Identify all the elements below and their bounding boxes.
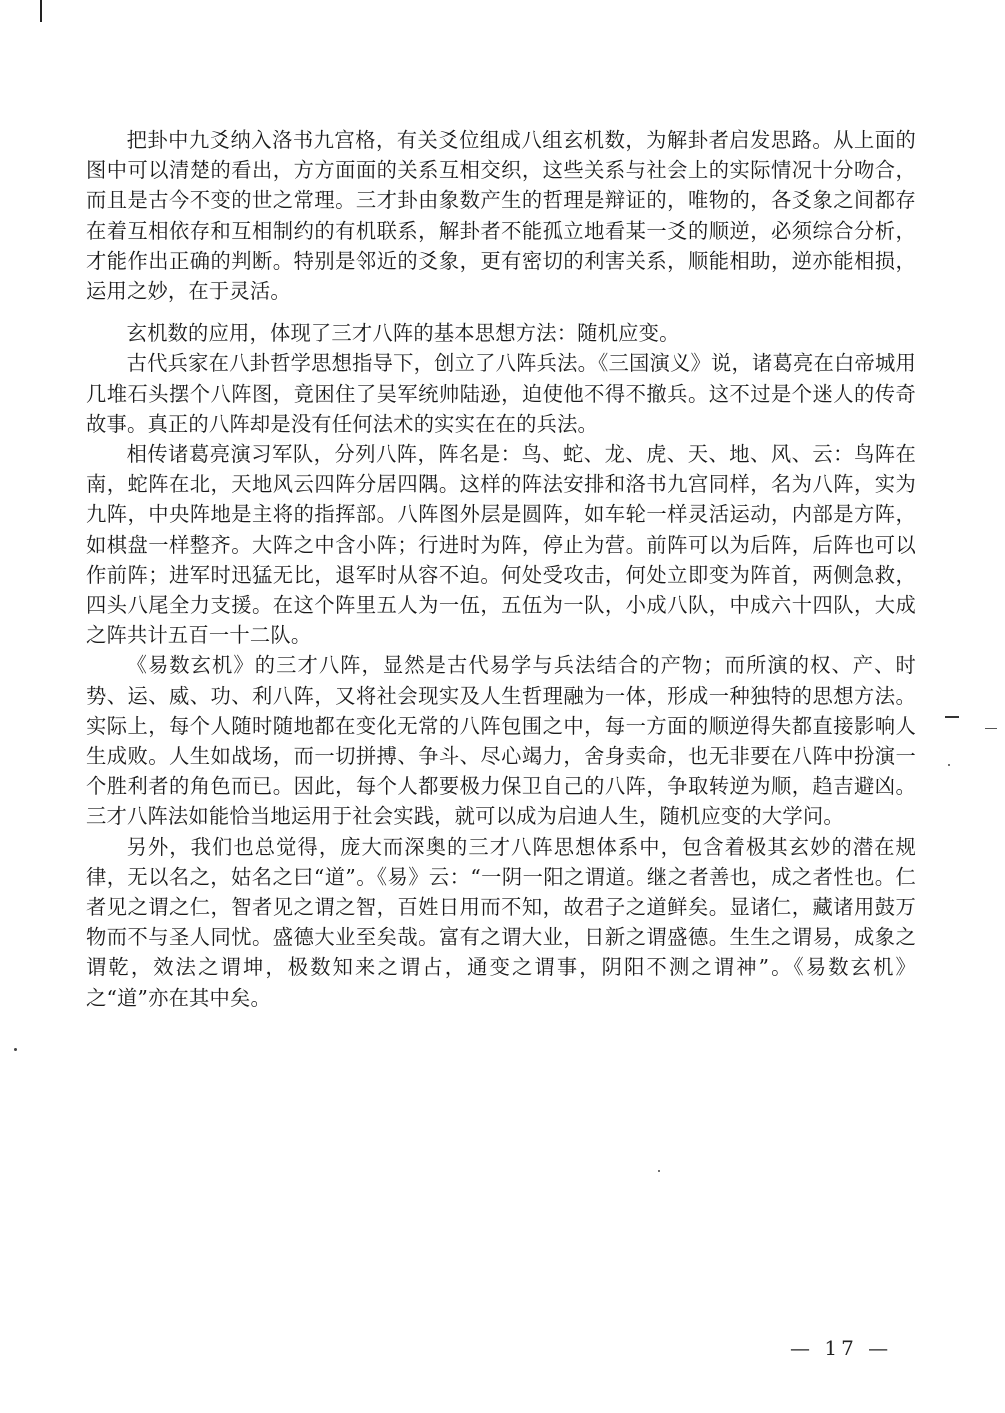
scan-edge-mark-right-2 bbox=[985, 728, 997, 729]
scan-speck bbox=[14, 1048, 17, 1051]
paragraph-6: 另外，我们也总觉得，庞大而深奥的三才八阵思想体系中，包含着极其玄妙的潜在规律，无以名之，姑名之曰“道”。《易》云：“一阴一阳之谓道。继之者善也，成之者性也。仁者见之谓之仁，智者见之谓之智，百姓日用而不知，故君子之道鲜矣。显诸仁，藏诸用鼓万物而不与圣人同忧。盛德大业至矣哉。富有之谓大业，日新之谓盛德。生生之谓易，成象之谓乾，效法之谓坤，极数知来之谓占，通变之谓事，阴阳不测之谓神”。《易数玄机》之“道”亦在其中矣。 bbox=[86, 834, 916, 1010]
scan-edge-mark bbox=[40, 0, 42, 22]
page-number: — 17 — bbox=[790, 1336, 893, 1360]
page-body bbox=[86, 125, 916, 1013]
paragraph-5: 《易数玄机》的三才八阵，显然是古代易学与兵法结合的产物；而所演的权、产、时势、运、威、功、利八阵，又将社会现实及人生哲理融为一体，形成一种独特的思想方法。实际上，每个人随时随地都在变化无常的八阵包围之中，每一方面的顺逆得失都直接影响人生成败。人生如战场，而一切拼搏、争斗、尽心竭力，舍身卖命，也无非要在八阵中扮演一个胜利者的角色而已。因此，每个人都要极力保卫自己的八阵，争取转逆为顺，趋吉避凶。三才八阵法如能恰当地运用于社会实践，就可以成为启迪人生，随机应变的大学问。 bbox=[86, 653, 916, 829]
scan-edge-mark-right bbox=[945, 716, 959, 718]
paragraph-2: 玄机数的应用，体现了三才八阵的基本思想方法：随机应变。 bbox=[126, 321, 680, 346]
scan-speck bbox=[658, 1170, 660, 1172]
paragraph-4: 相传诸葛亮演习军队，分列八阵，阵名是：鸟、蛇、龙、虎、天、地、风、云：鸟阵在南，蛇阵在北，天地风云四阵分居四隅。这样的阵法安排和洛书九宫同样，名为八阵，实为九阵，中央阵地是主将的指挥部。八阵图外层是圆阵，如车轮一样灵活运动，内部是方阵，如棋盘一样整齐。大阵之中含小阵；行进时为阵，停止为营。前阵可以为后阵，后阵也可以作前阵；进军时迅猛无比，退军时从容不迫。何处受攻击，何处立即变为阵首，两侧急救，四头八尾全力支援。在这个阵里五人为一伍，五伍为一队，小成八队，中成六十四队，大成之阵共计五百一十二队。 bbox=[86, 442, 916, 648]
paragraph-3: 古代兵家在八卦哲学思想指导下，创立了八阵兵法。《三国演义》说，诸葛亮在白帝城用几堆石头摆个八阵图，竟困住了吴军统帅陆逊，迫使他不得不撤兵。这不过是个迷人的传奇故事。真正的八阵却是没有任何法术的实实在在的兵法。 bbox=[86, 351, 916, 436]
paragraph-1: 把卦中九爻纳入洛书九宫格，有关爻位组成八组玄机数，为解卦者启发思路。从上面的图中可以清楚的看出，方方面面的关系互相交织，这些关系与社会上的实际情况十分吻合，而且是古今不变的世之常理。三才卦由象数产生的哲理是辩证的，唯物的，各爻象之间都存在着互相依存和互相制约的有机联系，解卦者不能孤立地看某一爻的顺逆，必须综合分析，才能作出正确的判断。特别是邻近的爻象，更有密切的利害关系，顺能相助，逆亦能相损，运用之妙，在于灵活。 bbox=[86, 128, 916, 304]
scan-speck bbox=[948, 764, 950, 766]
